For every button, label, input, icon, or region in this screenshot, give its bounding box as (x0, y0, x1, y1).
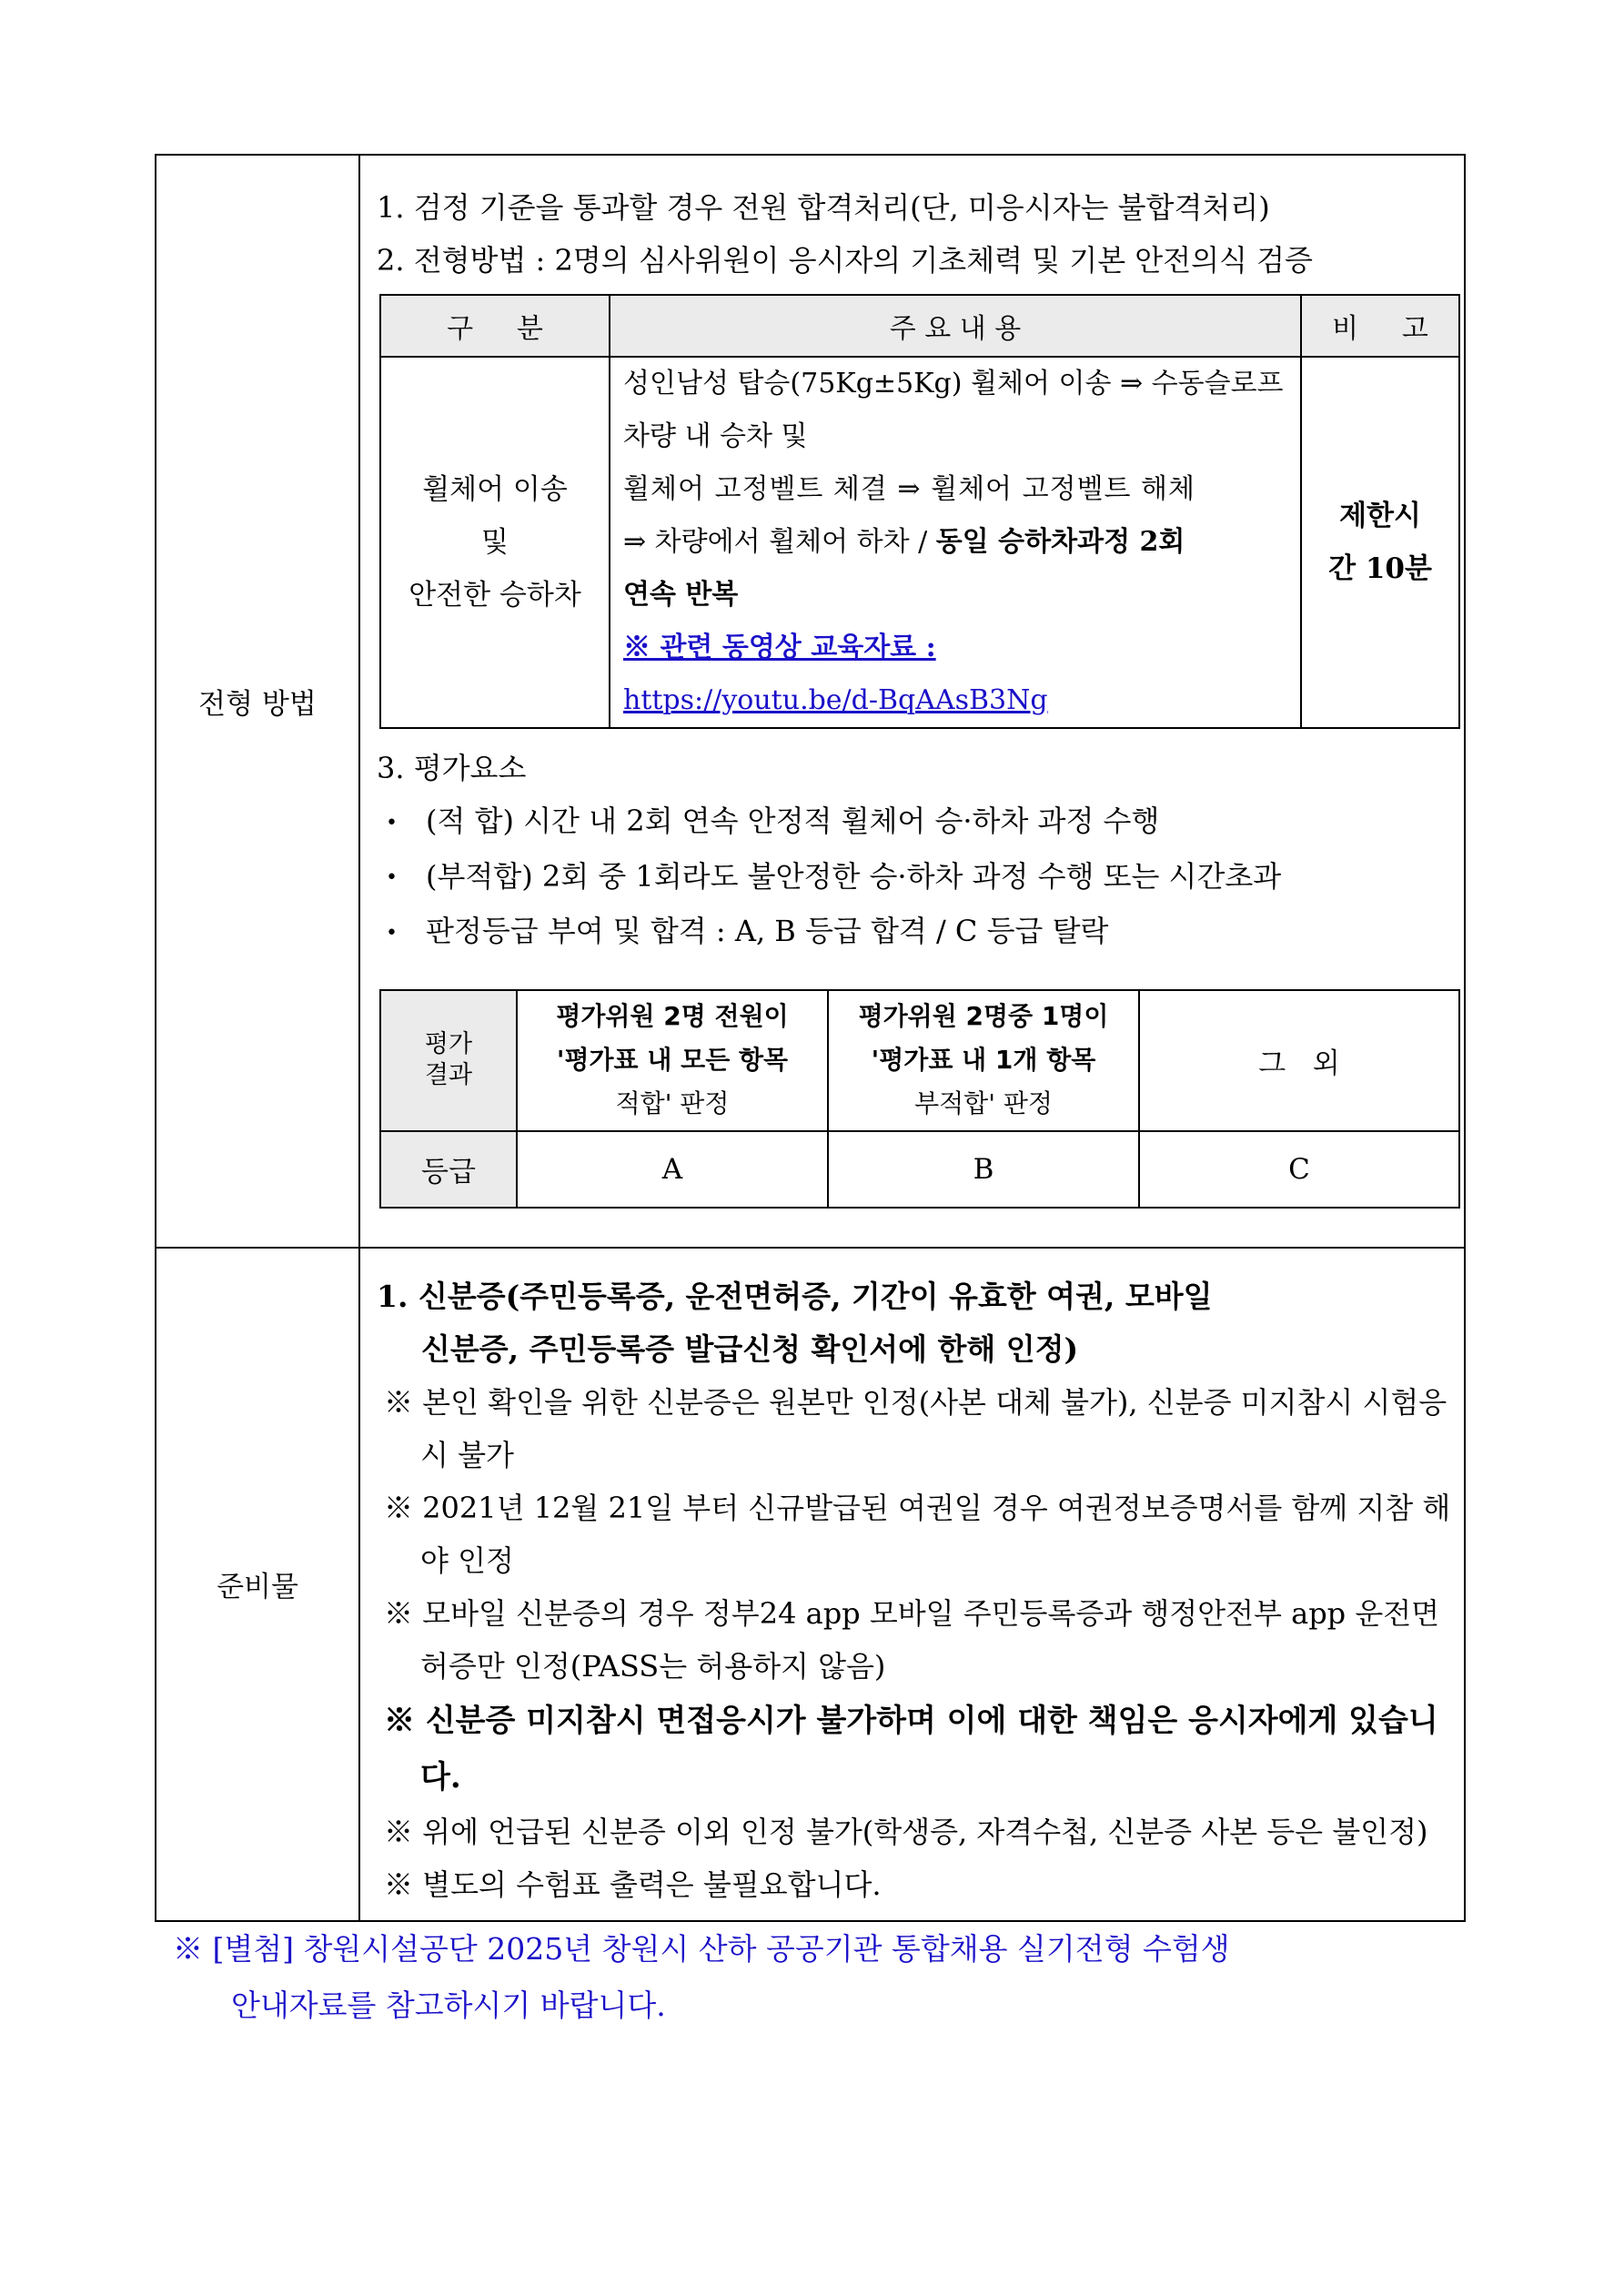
section-label-preparation: 준비물 (156, 1248, 359, 1921)
content-line: 성인남성 탑승(75Kg±5Kg) 휠체어 이송 ⇒ 수동슬로프 (623, 368, 1284, 400)
method-table-body-row (380, 357, 1459, 728)
note-other-ids: ※ 위에 언급된 신분증 이외 인정 불가(학생증, 자격수첩, 신분증 사본 등은 불인정) (384, 1814, 1428, 1849)
criteria-line: '평가표 내 모든 항목 (556, 1045, 789, 1075)
id-required-line: 1. 신분증(주민등록증, 운전면허증, 기간이 유효한 여권, 모바일 (377, 1278, 1213, 1314)
bullet-pass (377, 794, 1451, 850)
criteria-line: 평가위원 2명 전원이 (556, 1001, 789, 1031)
grade-c: C (1139, 1131, 1459, 1208)
selection-method-content (359, 155, 1465, 1248)
grade-table-grade-row (380, 1131, 1459, 1208)
criteria-line: 1. 검정 기준을 통과할 경우 전원 합격처리(단, 미응시자는 불합격처리) (377, 190, 1270, 225)
time-limit-line: 간 10분 (1328, 552, 1432, 585)
preparation-content (359, 1248, 1465, 1921)
bullet-icon: • (386, 811, 398, 834)
content-line: 휠체어 고정벨트 체결 ⇒ 휠체어 고정벨트 해체 (623, 473, 1195, 505)
grade-table-result-row (380, 990, 1459, 1131)
note-responsibility: ※ 신분증 미지참시 면접응시가 불가하며 이에 대한 책임은 응시자에게 있습니다. (384, 1702, 1438, 1795)
header-main-content: 주 요 내 용 (610, 295, 1301, 357)
grade-b: B (828, 1131, 1139, 1208)
grade-label: 등급 (380, 1131, 517, 1208)
grade-b-criteria (828, 990, 1139, 1131)
bullet-icon: • (386, 921, 398, 945)
attachment-notice (173, 1921, 1483, 2034)
grade-a-criteria (517, 990, 828, 1131)
note-passport: ※ 2021년 12월 21일 부터 신규발급된 여권일 경우 여권정보증명서를 함께 지참 해야 인정 (384, 1490, 1451, 1578)
section-preparation (156, 1248, 1465, 1921)
repeat-emphasis: 동일 승하차과정 2회 (935, 526, 1185, 558)
bullet-fail (377, 850, 1451, 905)
grade-c-criteria: 그 외 (1139, 990, 1459, 1131)
method-table-header-row (380, 295, 1459, 357)
grade-a: A (517, 1131, 828, 1208)
method-line: 2. 전형방법 : 2명의 심사위원이 응시자의 기초체력 및 기본 안전의식 검증 (377, 243, 1313, 278)
video-material-label[interactable]: ※ 관련 동영상 교육자료 : (623, 632, 936, 663)
time-limit-line: 제한시 (1339, 500, 1421, 532)
note-no-ticket: ※ 별도의 수험표 출력은 불필요합니다. (384, 1866, 882, 1902)
note-original-only: ※ 본인 확인을 위한 신분증은 원본만 인정(사본 대체 불가), 신분증 미지참시 시험응시 불가 (384, 1384, 1447, 1472)
criteria-line: '평가표 내 1개 항목 (871, 1045, 1096, 1075)
category-line: 휠체어 이송 (422, 473, 568, 506)
eval-result-header-line: 평가 (424, 1030, 473, 1058)
content-line (623, 516, 1291, 569)
section-label-selection-method: 전형 방법 (156, 155, 359, 1248)
repeat-emphasis-cont: 연속 반복 (623, 579, 739, 611)
criteria-line: 적합' 판정 (615, 1088, 730, 1118)
section-selection-method (156, 155, 1465, 1248)
criteria-line: 부적합' 판정 (914, 1088, 1053, 1118)
category-cell (380, 357, 610, 728)
main-table (155, 154, 1466, 1922)
header-remarks: 비 고 (1301, 295, 1459, 357)
category-line: 및 (481, 526, 509, 559)
bullet-text: 판정등급 부여 및 합격 : A, B 등급 합격 / C 등급 탈락 (426, 914, 1109, 948)
main-content-cell (610, 357, 1301, 728)
bullet-text: (부적합) 2회 중 1회라도 불안정한 승·하차 과정 수행 또는 시간초과 (426, 858, 1282, 894)
eval-result-header (380, 990, 517, 1131)
attachment-notice-line: 안내자료를 참고하시기 바랍니다. (231, 1988, 666, 2023)
criteria-line: 평가위원 2명중 1명이 (858, 1001, 1109, 1031)
note-mobile-id: ※ 모바일 신분증의 경우 정부24 app 모바일 주민등록증과 행정안전부 app 운전면허증만 인정(PASS는 허용하지 않음) (384, 1595, 1440, 1684)
evaluation-heading: 3. 평가요소 (377, 751, 527, 785)
category-line: 안전한 승하차 (409, 579, 581, 612)
attachment-notice-line: ※ [별첨] 창원시설공단 2025년 창원시 산하 공공기관 통합채용 실기전형 수험생 (173, 1931, 1230, 1967)
eval-result-header-line: 결과 (424, 1061, 473, 1089)
bullet-grading (377, 905, 1451, 960)
id-required-line-cont: 신분증, 주민등록증 발급신청 확인서에 한해 인정) (421, 1330, 1079, 1367)
grade-table (379, 989, 1460, 1209)
time-limit-cell (1301, 357, 1459, 728)
video-link[interactable]: https://youtu.be/d-BqAAsB3Ng (623, 684, 1048, 716)
header-category: 구 분 (380, 295, 610, 357)
content-plain: ⇒ 차량에서 휠체어 하차 / (623, 526, 936, 558)
method-detail-table (379, 294, 1460, 729)
bullet-icon: • (386, 866, 398, 889)
content-line: 차량 내 승차 및 (623, 420, 808, 452)
bullet-text: (적 합) 시간 내 2회 연속 안정적 휠체어 승·하차 과정 수행 (426, 804, 1160, 838)
